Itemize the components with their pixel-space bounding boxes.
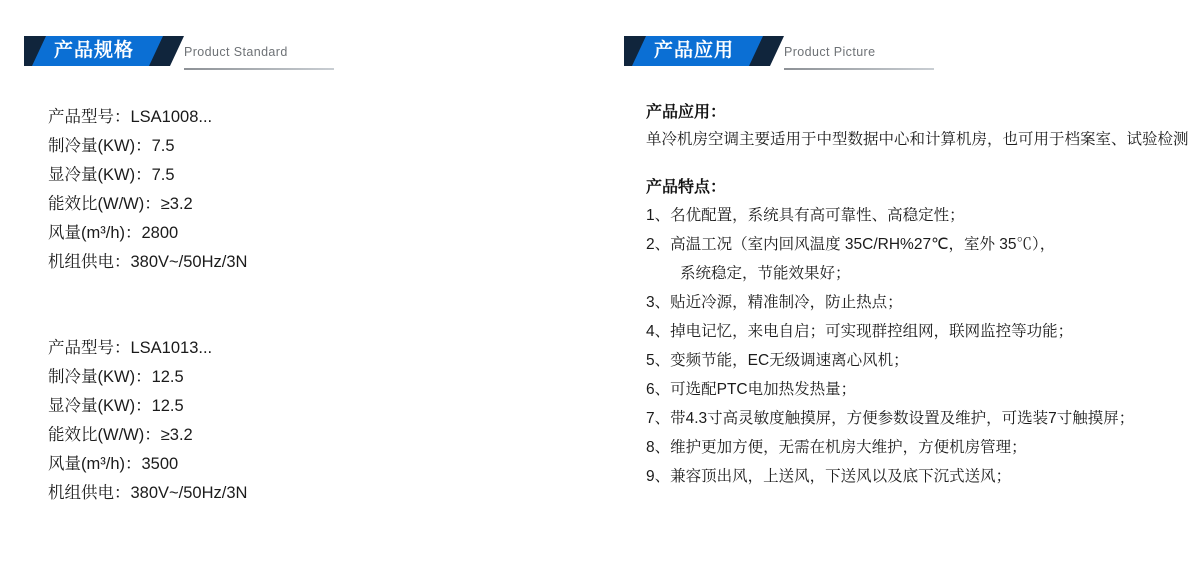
banner-rule [784, 68, 934, 70]
spec-label: 能效比(W/W)： [48, 195, 161, 213]
spec-model-label: 产品型号： [48, 108, 131, 126]
spec-value: ≥3.2 [160, 426, 193, 444]
spec-row [48, 248, 600, 277]
spec-label: 机组供电： [48, 253, 131, 271]
spec-value: 3500 [141, 455, 179, 473]
spec-value: 12.5 [151, 397, 184, 415]
product-standard-banner [24, 36, 334, 70]
feature-item: 5、变频节能，EC无级调速离心风机； [646, 352, 909, 369]
spec-model-value: LSA1013... [130, 339, 213, 357]
spec-row [48, 219, 600, 248]
spec-row [48, 363, 600, 392]
banner-title-en: Product Picture [784, 45, 876, 59]
spec-row [48, 190, 600, 219]
spec-label: 制冷量(KW)： [48, 368, 152, 386]
spec-row [48, 132, 600, 161]
feature-text-continuation: 系统稳定，节能效果好； [680, 265, 851, 282]
spec-label: 机组供电： [48, 484, 131, 502]
banner-rule [184, 68, 334, 70]
spec-model-row [48, 333, 600, 363]
spec-row [48, 161, 600, 190]
spec-row [48, 392, 600, 421]
feature-item: 9、兼容顶出风，上送风，下送风以及底下沉式送风； [646, 468, 1012, 485]
spec-label: 风量(m³/h)： [48, 224, 142, 242]
feature-text: 2、高温工况（室内回风温度 35C/RH%27℃，室外 35℃）， [646, 236, 1056, 253]
spec-value: 2800 [141, 224, 179, 242]
feature-item: 7、带4.3寸高灵敏度触摸屏，方便参数设置及维护，可选装7寸触摸屏； [646, 410, 1135, 427]
features-title: 产品特点： [646, 179, 727, 196]
spec-value: 380V~/50Hz/3N [130, 484, 248, 502]
spec-value: 12.5 [151, 368, 184, 386]
product-application-banner [624, 36, 934, 70]
spec-block-1 [24, 102, 600, 277]
banner-title-cn: 产品应用 [654, 40, 735, 61]
spec-label: 能效比(W/W)： [48, 426, 161, 444]
feature-item [646, 230, 1190, 288]
spec-label: 制冷量(KW)： [48, 137, 152, 155]
feature-item: 8、维护更加方便，无需在机房大维护，方便机房管理； [646, 439, 1027, 456]
spec-label: 显冷量(KW)： [48, 166, 152, 184]
spec-model-label: 产品型号： [48, 339, 131, 357]
spec-model-value: LSA1008... [130, 108, 213, 126]
banner-title-en: Product Standard [184, 45, 288, 59]
product-picture-column [600, 0, 1200, 564]
spec-row [48, 450, 600, 479]
application-block [624, 100, 1200, 491]
spec-value: ≥3.2 [160, 195, 193, 213]
spec-value: 7.5 [151, 137, 175, 155]
application-text: 单冷机房空调主要适用于中型数据中心和计算机房，也可用于档案室、试验检测 [646, 131, 1189, 148]
feature-item: 3、贴近冷源，精准制冷，防止热点； [646, 294, 903, 311]
feature-item: 1、名优配置，系统具有高可靠性、高稳定性； [646, 207, 965, 224]
feature-item: 4、掉电记忆，来电自启；可实现群控组网，联网监控等功能； [646, 323, 1074, 340]
spec-label: 显冷量(KW)： [48, 397, 152, 415]
spec-block-2 [24, 333, 600, 508]
spec-label: 风量(m³/h)： [48, 455, 142, 473]
application-title: 产品应用： [646, 104, 727, 121]
spec-value: 380V~/50Hz/3N [130, 253, 248, 271]
feature-item: 6、可选配PTC电加热发热量； [646, 381, 857, 398]
spec-value: 7.5 [151, 166, 175, 184]
spec-row [48, 421, 600, 450]
banner-title-cn: 产品规格 [54, 40, 135, 61]
spec-model-row [48, 102, 600, 132]
spec-row [48, 479, 600, 508]
